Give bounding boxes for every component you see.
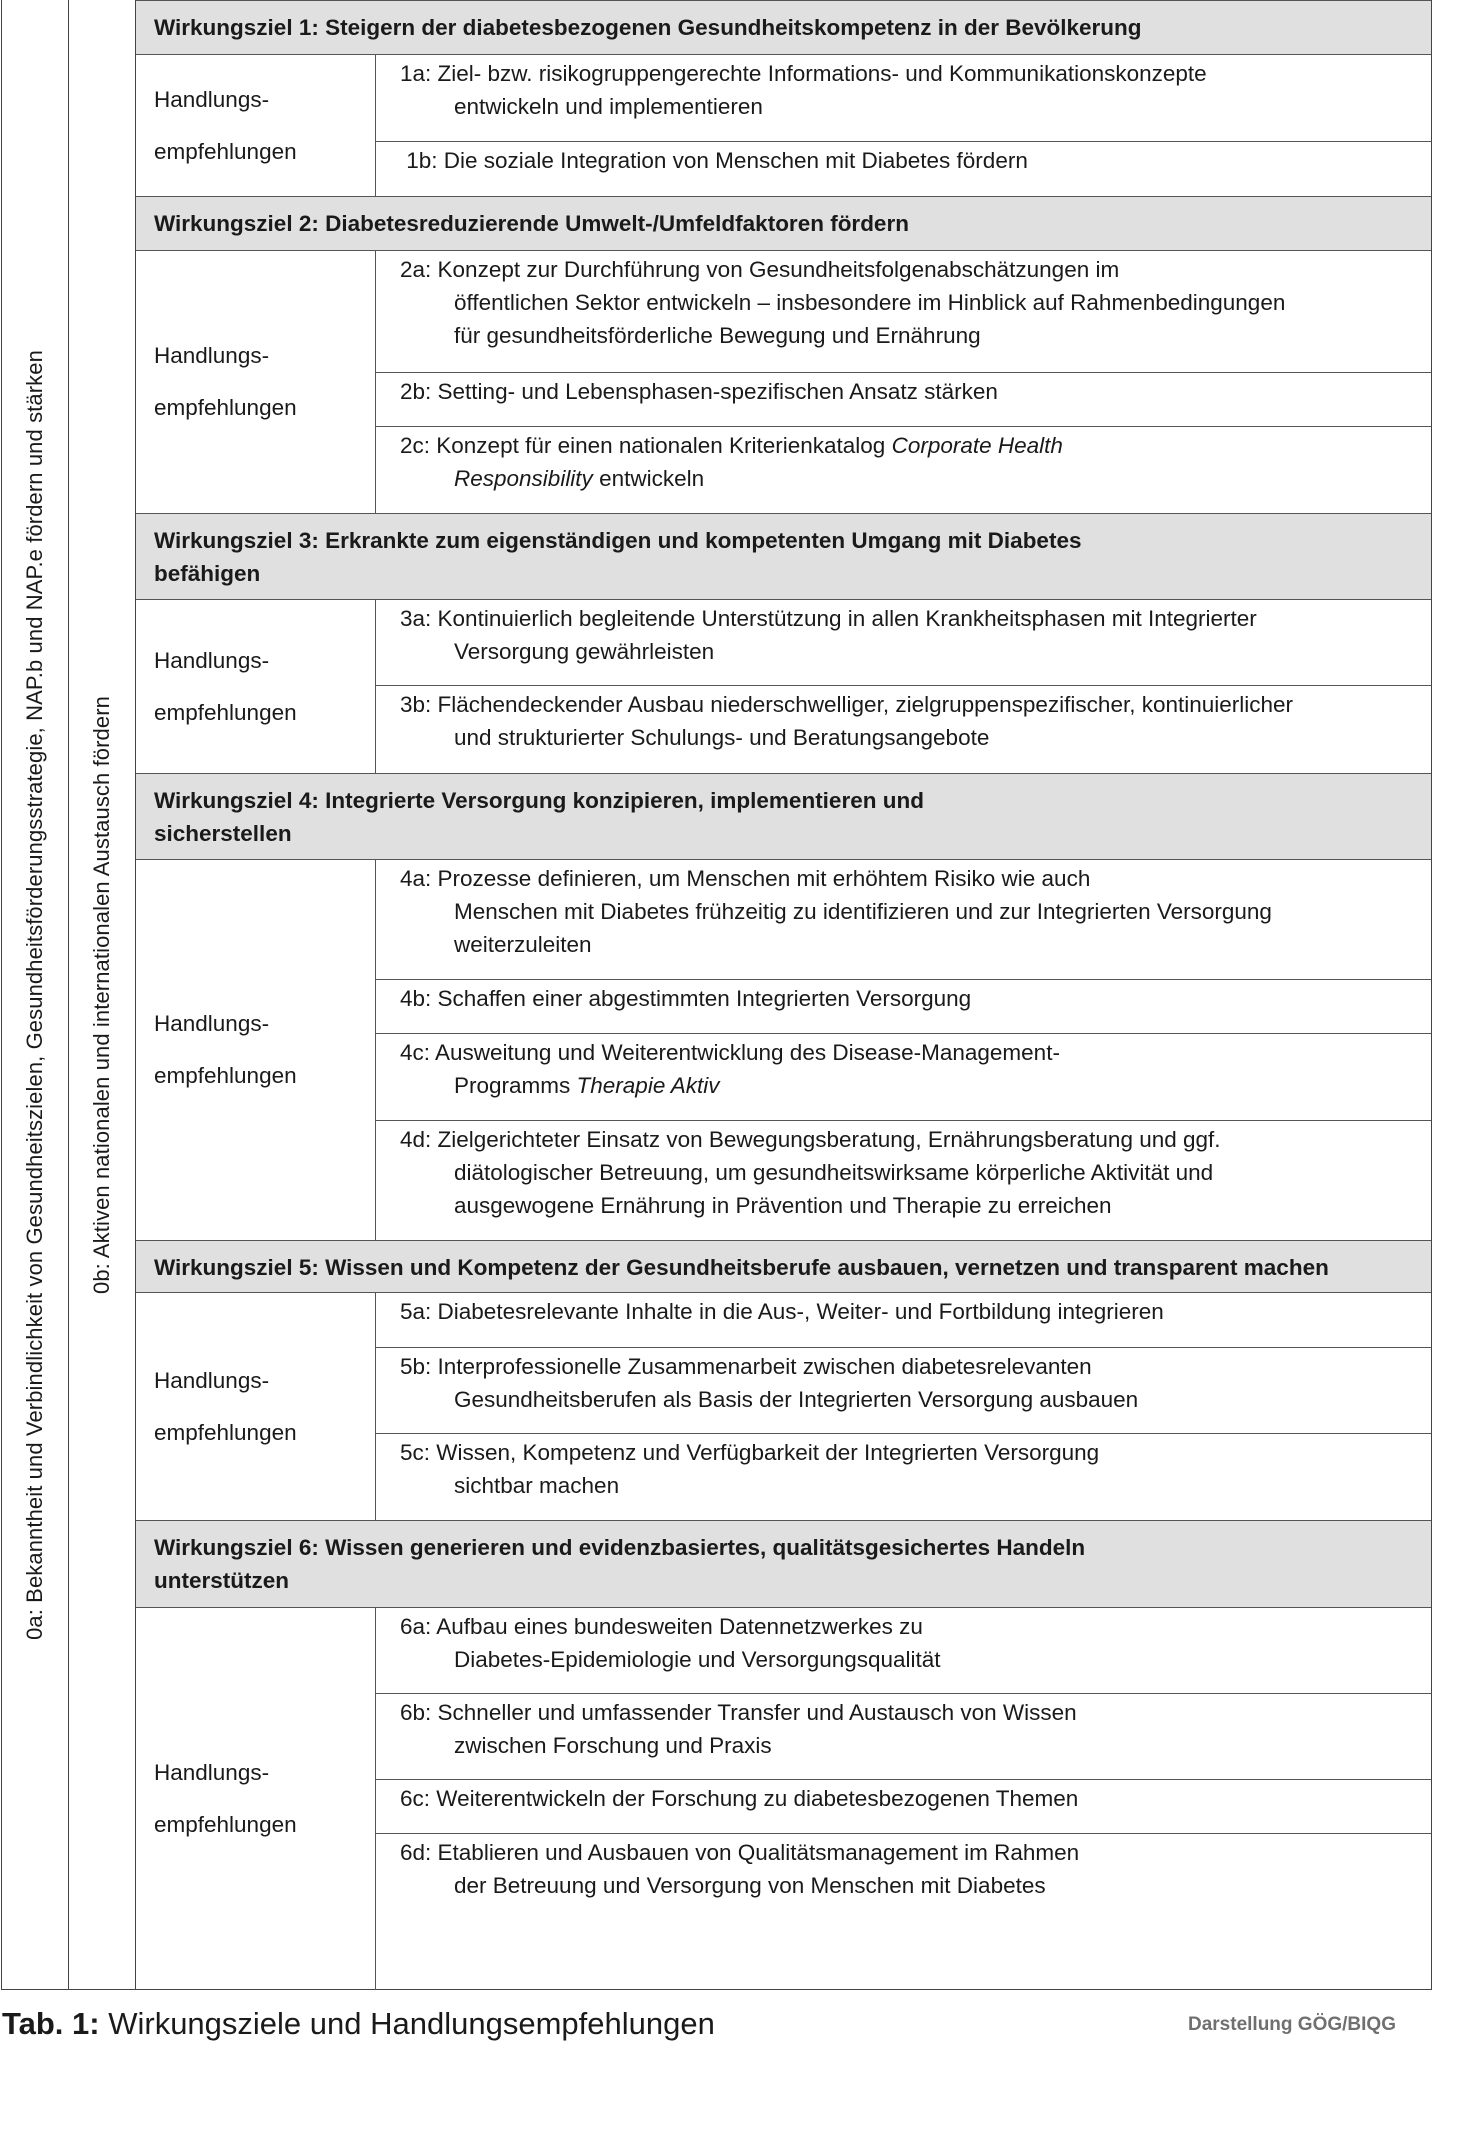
recommendation-text: 4a: Prozesse definieren, um Menschen mit erhöhtem Risiko wie auch bbox=[400, 866, 1091, 891]
recommendations-block-6 bbox=[136, 1608, 1431, 1990]
goals-table bbox=[136, 0, 1432, 1990]
recommendation-item bbox=[376, 860, 1431, 980]
recommendation-item bbox=[376, 251, 1431, 373]
label-line-2: empfehlungen bbox=[154, 1063, 297, 1088]
recommendation-text: 2a: Konzept zur Durchführung von Gesundheitsfolgenabschätzungen im bbox=[400, 257, 1120, 282]
recommendation-text-cont bbox=[400, 1643, 1411, 1676]
recommendation-item bbox=[376, 142, 1431, 196]
goal-heading-text: Wirkungsziel 3: Erkrankte zum eigenständigen und kompetenten Umgang mit Diabetes bbox=[154, 528, 1082, 553]
recommendations-label bbox=[154, 998, 297, 1102]
goal-heading-2 bbox=[136, 196, 1431, 251]
label-line-1: Handlungs- bbox=[154, 86, 270, 112]
recommendation-cont-part: entwickeln und implementieren bbox=[454, 94, 763, 119]
recommendation-text: 5b: Interprofessionelle Zusammenarbeit zwischen diabetesrelevanten bbox=[400, 1354, 1092, 1379]
recommendation-item bbox=[376, 1348, 1431, 1434]
recommendation-item bbox=[376, 1121, 1431, 1240]
recommendation-text: 6d: Etablieren und Ausbauen von Qualitätsmanagement im Rahmen bbox=[400, 1840, 1080, 1865]
label-line-2: empfehlungen bbox=[154, 699, 297, 725]
goal-heading-5 bbox=[136, 1240, 1431, 1293]
recommendation-text: 6c: Weiterentwickeln der Forschung zu diabetesbezogenen Themen bbox=[400, 1786, 1079, 1811]
caption-text: Wirkungsziele und Handlungsempfehlungen bbox=[99, 2006, 715, 2041]
goal-heading-1 bbox=[136, 0, 1431, 55]
recommendations-label-cell bbox=[136, 1608, 376, 1990]
label-line-2: empfehlungen bbox=[154, 1419, 297, 1445]
goal-heading-text: Wirkungsziel 5: Wissen und Kompetenz der Gesundheitsberufe ausbauen, vernetzen und transparent machen bbox=[154, 1255, 1329, 1280]
recommendation-text-cont bbox=[400, 1156, 1411, 1189]
recommendation-text: 3b: Flächendeckender Ausbau niederschwelliger, zielgruppenspezifischer, kontinuierlicher bbox=[400, 692, 1294, 717]
source-credit: Darstellung GÖG/BIQG bbox=[1188, 2014, 1396, 2035]
recommendation-text: 6a: Aufbau eines bundesweiten Datennetzwerkes zu bbox=[400, 1614, 923, 1639]
table-caption bbox=[2, 2006, 715, 2042]
goal-heading-text: Wirkungsziel 2: Diabetesreduzierende Umwelt-/Umfeldfaktoren fördern bbox=[154, 211, 909, 236]
recommendations-label-cell bbox=[136, 600, 376, 773]
recommendation-text-cont bbox=[400, 1383, 1411, 1416]
recommendations-label bbox=[154, 1747, 297, 1851]
side-column-0a bbox=[1, 0, 69, 1990]
recommendations-label-cell bbox=[136, 55, 376, 196]
recommendations-block-1 bbox=[136, 55, 1431, 196]
recommendation-cont-part: und strukturierter Schulungs- und Beratungsangebote bbox=[454, 725, 990, 750]
recommendation-item bbox=[376, 1034, 1431, 1121]
recommendation-item bbox=[376, 686, 1431, 773]
recommendations-label bbox=[154, 74, 297, 178]
recommendation-text: 4d: Zielgerichteter Einsatz von Bewegungsberatung, Ernährungsberatung und ggf. bbox=[400, 1127, 1221, 1152]
goal-heading-6 bbox=[136, 1520, 1431, 1608]
recommendations-block-3 bbox=[136, 600, 1431, 773]
recommendation-text: 2b: Setting- und Lebensphasen-spezifischen Ansatz stärken bbox=[400, 379, 998, 404]
recommendations-block-5 bbox=[136, 1293, 1431, 1520]
recommendation-text-cont2: für gesundheitsförderliche Bewegung und Ernährung bbox=[454, 323, 981, 348]
recommendation-item bbox=[376, 980, 1431, 1034]
goal-heading-text-cont: befähigen bbox=[154, 561, 261, 586]
recommendation-text-cont bbox=[400, 635, 1411, 668]
recommendation-text-cont bbox=[400, 286, 1411, 319]
recommendations-label bbox=[154, 1355, 297, 1459]
recommendation-item bbox=[376, 427, 1431, 513]
recommendation-text: 4c: Ausweitung und Weiterentwicklung des Disease-Management- bbox=[400, 1040, 1060, 1065]
recommendations-label bbox=[154, 635, 297, 739]
goal-heading-text-cont: unterstützen bbox=[154, 1568, 289, 1593]
label-line-2: empfehlungen bbox=[154, 395, 297, 420]
label-line-1: Handlungs- bbox=[154, 343, 270, 368]
recommendation-text: 5a: Diabetesrelevante Inhalte in die Aus-, Weiter- und Fortbildung integrieren bbox=[400, 1299, 1164, 1324]
goal-heading-3 bbox=[136, 513, 1431, 600]
goal-heading-text: Wirkungsziel 6: Wissen generieren und evidenzbasiertes, qualitätsgesichertes Handeln bbox=[154, 1535, 1086, 1560]
goal-heading-4 bbox=[136, 773, 1431, 860]
recommendation-cont-part: Programms bbox=[454, 1073, 577, 1098]
recommendation-text-cont2: weiterzuleiten bbox=[454, 932, 592, 957]
recommendations-block-2 bbox=[136, 251, 1431, 513]
side-column-0b bbox=[68, 0, 136, 1990]
recommendation-text: 1a: Ziel- bzw. risikogruppengerechte Informations- und Kommunikationskonzepte bbox=[400, 61, 1207, 86]
recommendation-item bbox=[376, 373, 1431, 427]
goal-heading-text-cont: sicherstellen bbox=[154, 821, 292, 846]
recommendation-cont-part: Diabetes-Epidemiologie und Versorgungsqualität bbox=[454, 1647, 941, 1672]
recommendation-text-cont bbox=[400, 895, 1411, 928]
recommendation-text-cont bbox=[400, 1469, 1411, 1502]
recommendation-cont-part: Gesundheitsberufen als Basis der Integrierten Versorgung ausbauen bbox=[454, 1387, 1139, 1412]
recommendation-text-cont bbox=[400, 90, 1411, 123]
recommendation-text-cont bbox=[400, 1869, 1411, 1902]
recommendations-label-cell bbox=[136, 860, 376, 1240]
recommendation-cont-part: öffentlichen Sektor entwickeln – insbesondere im Hinblick auf Rahmenbedingungen bbox=[454, 290, 1286, 315]
recommendation-item bbox=[376, 1780, 1431, 1834]
label-line-1: Handlungs- bbox=[154, 1011, 270, 1036]
recommendation-cont-part: der Betreuung und Versorgung von Menschen mit Diabetes bbox=[454, 1873, 1046, 1898]
label-line-2: empfehlungen bbox=[154, 138, 297, 164]
recommendation-text-cont bbox=[400, 1069, 1411, 1102]
label-line-1: Handlungs- bbox=[154, 647, 270, 673]
recommendation-item bbox=[376, 1608, 1431, 1694]
recommendation-text: 2c: Konzept für einen nationalen Kriterienkatalog bbox=[400, 433, 892, 458]
recommendation-cont-part: Versorgung gewährleisten bbox=[454, 639, 715, 664]
recommendation-italic: Corporate Health bbox=[891, 433, 1063, 458]
recommendation-text-cont bbox=[400, 721, 1411, 754]
recommendation-text: 3a: Kontinuierlich begleitende Unterstützung in allen Krankheitsphasen mit Integrierter bbox=[400, 606, 1257, 631]
recommendation-cont-part: entwickeln bbox=[592, 466, 705, 491]
caption-label: Tab. 1: bbox=[2, 2006, 100, 2041]
recommendation-cont-part: diätologischer Betreuung, um gesundheitswirksame körperliche Aktivität und bbox=[454, 1160, 1214, 1185]
recommendations-label-cell bbox=[136, 251, 376, 513]
recommendation-item bbox=[376, 1434, 1431, 1520]
recommendation-text-cont2: ausgewogene Ernährung in Prävention und Therapie zu erreichen bbox=[454, 1193, 1112, 1218]
recommendation-text: 5c: Wissen, Kompetenz und Verfügbarkeit der Integrierten Versorgung bbox=[400, 1440, 1100, 1465]
recommendations-label-cell bbox=[136, 1293, 376, 1520]
goal-heading-text: Wirkungsziel 1: Steigern der diabetesbezogenen Gesundheitskompetenz in der Bevölkerung bbox=[154, 15, 1142, 40]
recommendation-item bbox=[376, 1293, 1431, 1348]
recommendation-italic-cont: Responsibility bbox=[454, 466, 593, 491]
recommendation-text: 4b: Schaffen einer abgestimmten Integrierten Versorgung bbox=[400, 986, 972, 1011]
recommendation-cont-part: sichtbar machen bbox=[454, 1473, 620, 1498]
recommendation-item bbox=[376, 1834, 1431, 1990]
recommendations-block-4 bbox=[136, 860, 1431, 1240]
recommendation-text-cont bbox=[400, 462, 1411, 495]
recommendation-item bbox=[376, 1694, 1431, 1780]
side-label-0b: 0b: Aktiven nationalen und internationalen Austausch fördern bbox=[88, 695, 114, 1294]
label-line-1: Handlungs- bbox=[154, 1760, 270, 1785]
label-line-2: empfehlungen bbox=[154, 1812, 297, 1837]
recommendation-text-cont bbox=[400, 1729, 1411, 1762]
recommendation-item bbox=[376, 600, 1431, 686]
recommendation-item bbox=[376, 55, 1431, 142]
recommendation-text: 1b: Die soziale Integration von Menschen mit Diabetes fördern bbox=[400, 148, 1028, 173]
side-label-0a: 0a: Bekanntheit und Verbindlichkeit von Gesundheitszielen, Gesundheitsförderungsstrategie, NAP.b und NAP.e fördern und stärken bbox=[22, 349, 47, 1640]
recommendation-text: 6b: Schneller und umfassender Transfer und Austausch von Wissen bbox=[400, 1700, 1077, 1725]
recommendation-cont-part: Menschen mit Diabetes frühzeitig zu identifizieren und zur Integrierten Versorgung bbox=[454, 899, 1272, 924]
recommendation-italic-after: Therapie Aktiv bbox=[576, 1073, 720, 1098]
recommendations-label bbox=[154, 330, 297, 434]
label-line-1: Handlungs- bbox=[154, 1367, 270, 1393]
goal-heading-text: Wirkungsziel 4: Integrierte Versorgung konzipieren, implementieren und bbox=[154, 788, 924, 813]
recommendation-cont-part: zwischen Forschung und Praxis bbox=[454, 1733, 772, 1758]
